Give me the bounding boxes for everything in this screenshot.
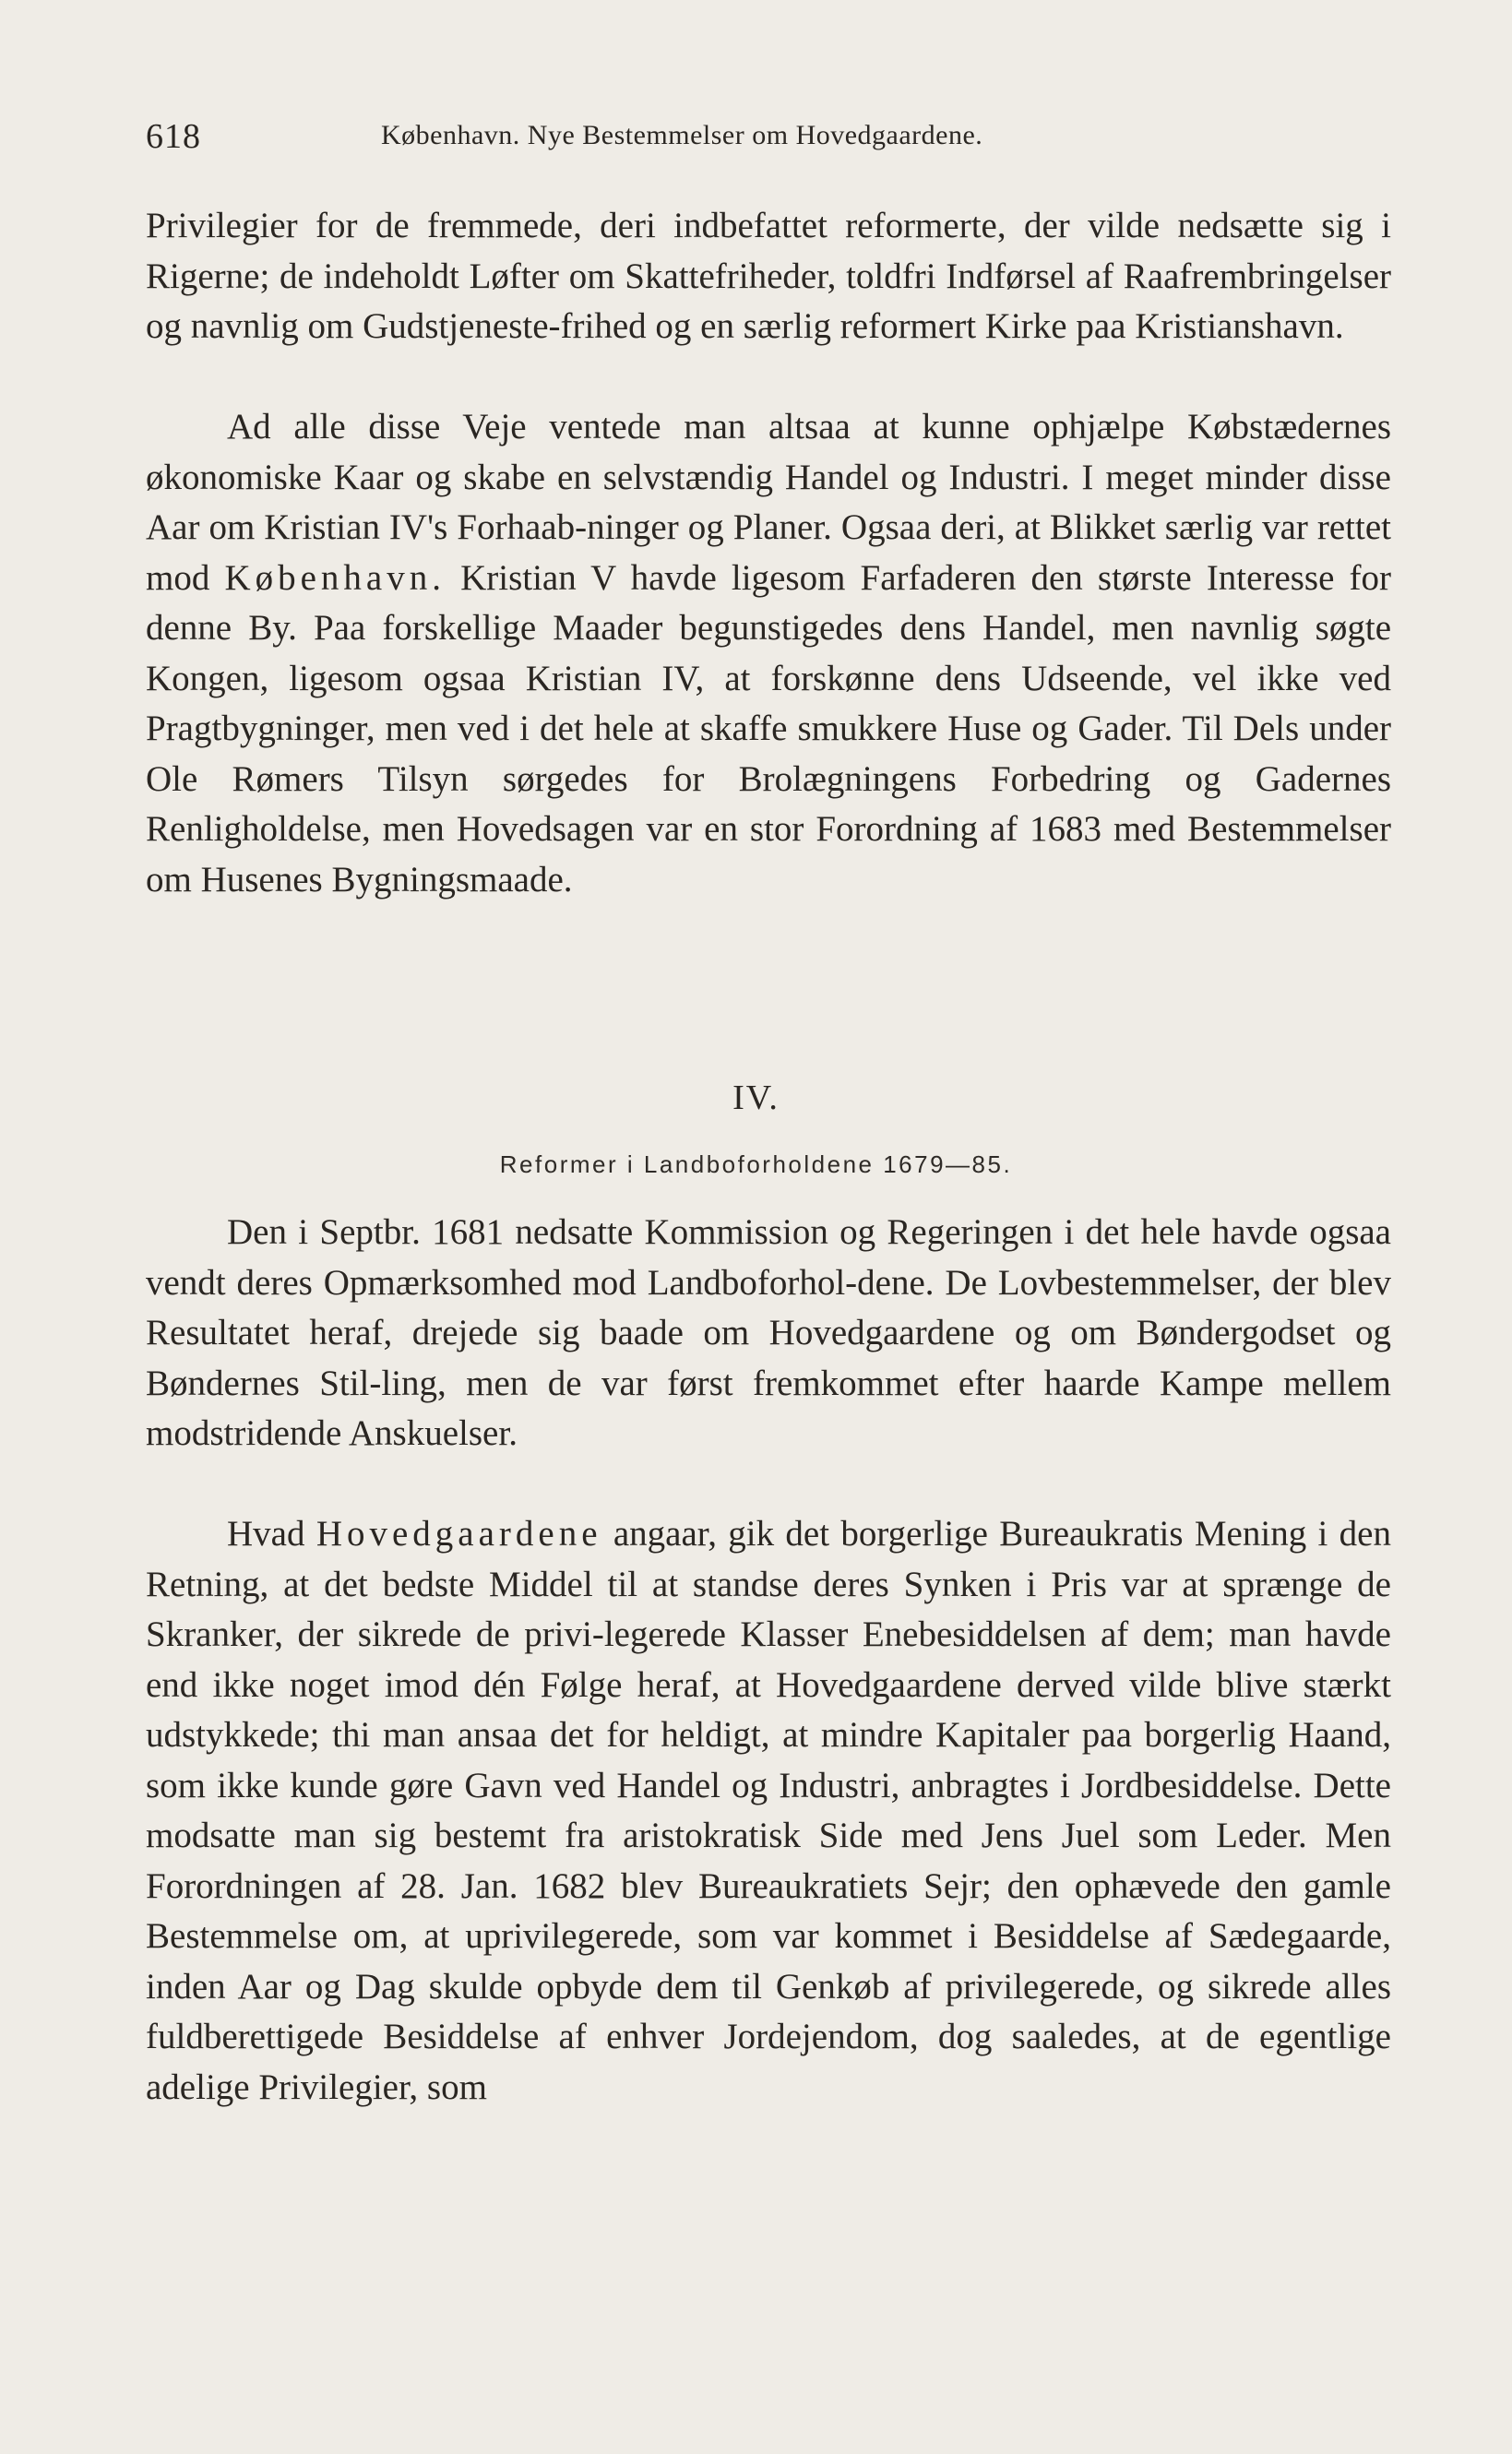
- page-header: [146, 116, 1391, 162]
- paragraph-text: Kristian V havde ligesom Farfaderen den største Interesse for denne By. Paa forskellige Maader begunstigedes dens Handel, men navnlig søgte Kongen, ligesom ogsaa Kristian IV, at forskønne dens Udseende, vel ikke ved Pragtbygninger, men ved i det hele at skaffe smukkere Huse og Gader. Til Dels under Ole Rømers Tilsyn sørgedes for Brolægningens Forbedring og Gadernes Renligholdelse, men Hovedsagen var en stor Forordning af 1683 med Bestemmelser om Husenes Bygningsmaade.: [146, 557, 1391, 899]
- emphasized-word: København.: [224, 557, 446, 598]
- section-title: Reformer i Landboforholdene 1679—85.: [499, 1150, 1013, 1178]
- emphasized-word: Hovedgaardene: [315, 1514, 602, 1554]
- page-number: 618: [146, 117, 201, 156]
- paragraph-privileges: Privilegier for de fremmede, deri indbefattet reformerte, der vilde nedsætte sig i Rigerne; de indeholdt Løfter om Skattefriheder, toldfri Indførsel af Raafrembringelser og navnlig om Gudstjeneste-frihed og en særlig reformert Kirke paa Kristianshavn.: [146, 206, 1391, 346]
- running-title: København. Nye Bestemmelser om Hovedgaardene.: [381, 120, 983, 150]
- section-number: IV.: [732, 1078, 780, 1117]
- paragraph-commission: Den i Septbr. 1681 nedsatte Kommission og Regeringen i det hele havde ogsaa vendt deres Opmærksomhed mod Landboforhol-dene. De Lovbestemmelser, der blev Resultatet heraf, drejede sig baade om Hovedgaardene og om Bøndergodset og Bøndernes Stil-ling, men de var først fremkommet efter haarde Kampe mellem modstridende Anskuelser.: [146, 1212, 1391, 1453]
- paragraph-text: Hvad: [227, 1514, 316, 1554]
- paragraph-copenhagen: [146, 402, 1391, 905]
- paragraph-text: angaar, gik det borgerlige Bureaukratis Mening i den Retning, at det bedste Middel til at standse deres Synken i Pris var at sprænge de Skranker, der sikrede de privi-legerede Klasser Enebesiddelsen af dem; man havde end ikke noget imod dén Følge heraf, at Hovedgaardene derved vilde blive stærkt udstykkede; thi man ansaa det for heldigt, at mindre Kapitaler paa borgerlig Haand, som ikke kunde gøre Gavn ved Handel og Industri, anbragtes i Jordbesiddelse. Dette modsatte man sig bestemt fra aristokratisk Side med Jens Juel som Leder. Men Forordningen af 28. Jan. 1682 blev Bureaukratiets Sejr; den ophævede den gamle Bestemmelse om, at uprivilegerede, som var kommet i Besiddelse af Sædegaarde, inden Aar og Dag skulde opbyde dem til Genkøb af privilegerede, og sikrede alles fuldberettigede Besiddelse af enhver Jordejendom, dog saaledes, at de egentlige adelige Privilegier, som: [146, 1514, 1391, 2107]
- paragraph-hovedgaardene: [146, 1509, 1391, 2113]
- paragraph-text: Ad alle disse Veje ventede man altsaa at kunne ophjælpe Købstædernes økonomiske Kaar og skabe en selvstændig Handel og Industri. I meget minder disse Aar om Kristian IV's Forhaab-ninger og Planer. Ogsaa deri, at Blikket særlig var rettet mod: [146, 407, 1391, 598]
